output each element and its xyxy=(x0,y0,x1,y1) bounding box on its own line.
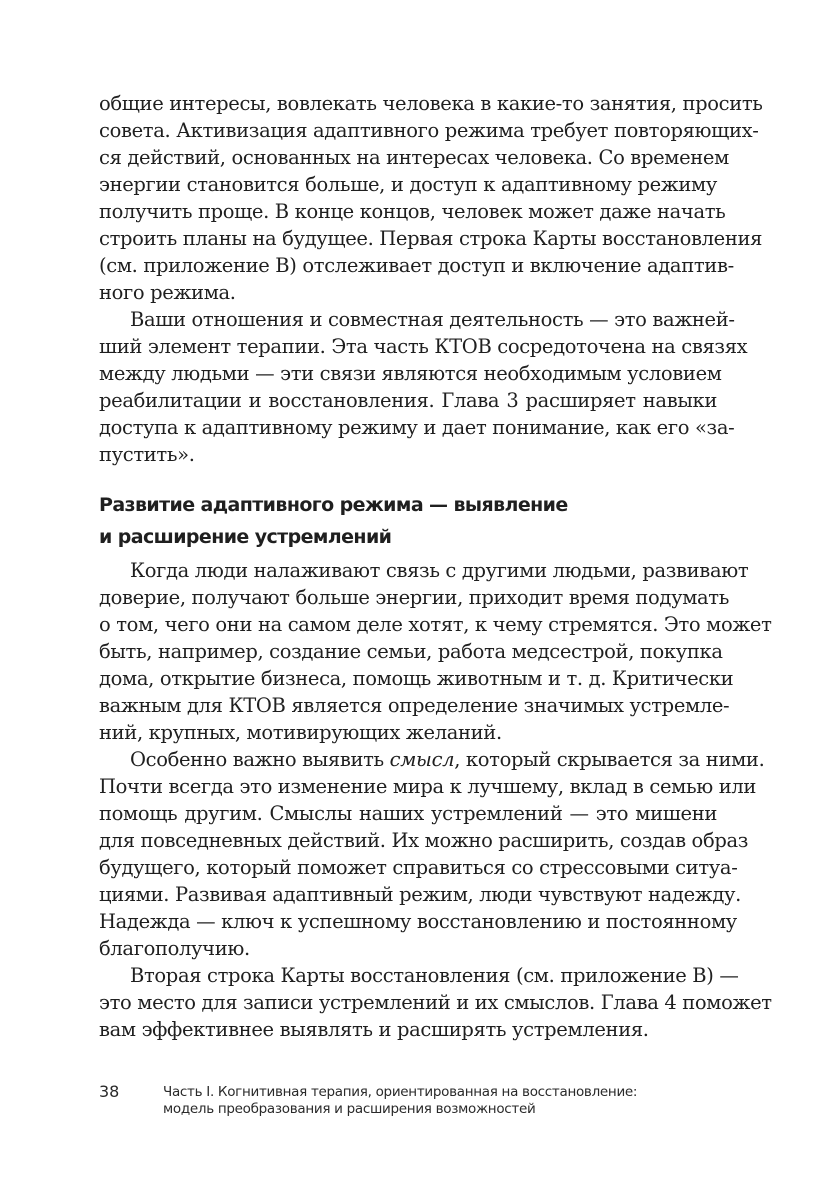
text-line xyxy=(99,746,765,773)
text-line: это место для записи устремлений и их смыслов. Глава 4 поможет xyxy=(99,991,772,1014)
text-line: Надежда — ключ к успешному восстановлению и постоянному xyxy=(99,910,737,933)
text-line: (см. приложение В) отслеживает доступ и включение адаптив- xyxy=(99,254,734,277)
heading-line: Развитие адаптивного режима — выявление xyxy=(99,494,568,516)
text-line: Вторая строка Карты восстановления (см. приложение В) — xyxy=(130,964,739,987)
text-line: ший элемент терапии. Эта часть КТОВ сосредоточена на связях xyxy=(99,335,748,358)
text-line: доступа к адаптивному режиму и дает понимание, как его «за- xyxy=(99,416,735,439)
running-head-line: Часть I. Когнитивная терапия, ориентированная на восстановление: xyxy=(163,1084,638,1100)
text-line: для повседневных действий. Их можно расширить, создав образ xyxy=(99,829,749,852)
heading-line: и расширение устремлений xyxy=(99,526,392,548)
running-head-line: модель преобразования и расширения возможностей xyxy=(163,1101,536,1117)
text-line: Почти всегда это изменение мира к лучшему, вклад в семью или xyxy=(99,775,757,798)
text-line: благополучию. xyxy=(99,937,250,960)
text-run: , который скрывается за ними. xyxy=(454,748,765,771)
text-line: циями. Развивая адаптивный режим, люди чувствуют надежду. xyxy=(99,883,741,906)
page-number: 38 xyxy=(99,1082,120,1101)
text-line: быть, например, создание семьи, работа медсестрой, покупка xyxy=(99,640,723,663)
text-line: ний, крупных, мотивирующих желаний. xyxy=(99,721,502,744)
text-line: общие интересы, вовлекать человека в какие-то занятия, просить xyxy=(99,92,763,115)
text-line: совета. Активизация адаптивного режима требует повторяющих- xyxy=(99,119,759,142)
emphasis-text: смысл xyxy=(389,748,455,771)
text-line: о том, чего они на самом деле хотят, к чему стремятся. Это может xyxy=(99,613,772,636)
text-line: помощь другим. Смыслы наших устремлений — это мишени xyxy=(99,802,717,825)
text-line: Когда люди налаживают связь с другими людьми, развивают xyxy=(130,559,749,582)
text-line: между людьми — эти связи являются необходимым условием xyxy=(99,362,722,385)
text-line: строить планы на будущее. Первая строка Карты восстановления xyxy=(99,227,763,250)
text-run: Особенно важно выявить xyxy=(130,748,390,771)
text-line: дома, открытие бизнеса, помощь животным и т. д. Критически xyxy=(99,667,734,690)
text-line: вам эффективнее выявлять и расширять устремления. xyxy=(99,1018,649,1041)
text-line: будущего, который поможет справиться со стрессовыми ситуа- xyxy=(99,856,738,879)
text-line: пустить». xyxy=(99,443,195,466)
text-line: важным для КТОВ является определение значимых устремле- xyxy=(99,694,730,717)
text-line: Ваши отношения и совместная деятельность — это важней- xyxy=(130,308,735,331)
text-line: энергии становится больше, и доступ к адаптивному режиму xyxy=(99,173,717,196)
text-line: доверие, получают больше энергии, приходит время подумать xyxy=(99,586,729,609)
running-head xyxy=(163,1084,637,1118)
text-line: реабилитации и восстановления. Глава 3 расширяет навыки xyxy=(99,389,717,412)
text-line: ся действий, основанных на интересах человека. Со временем xyxy=(99,146,729,169)
text-line: ного режима. xyxy=(99,281,236,304)
text-line: получить проще. В конце концов, человек может даже начать xyxy=(99,200,726,223)
